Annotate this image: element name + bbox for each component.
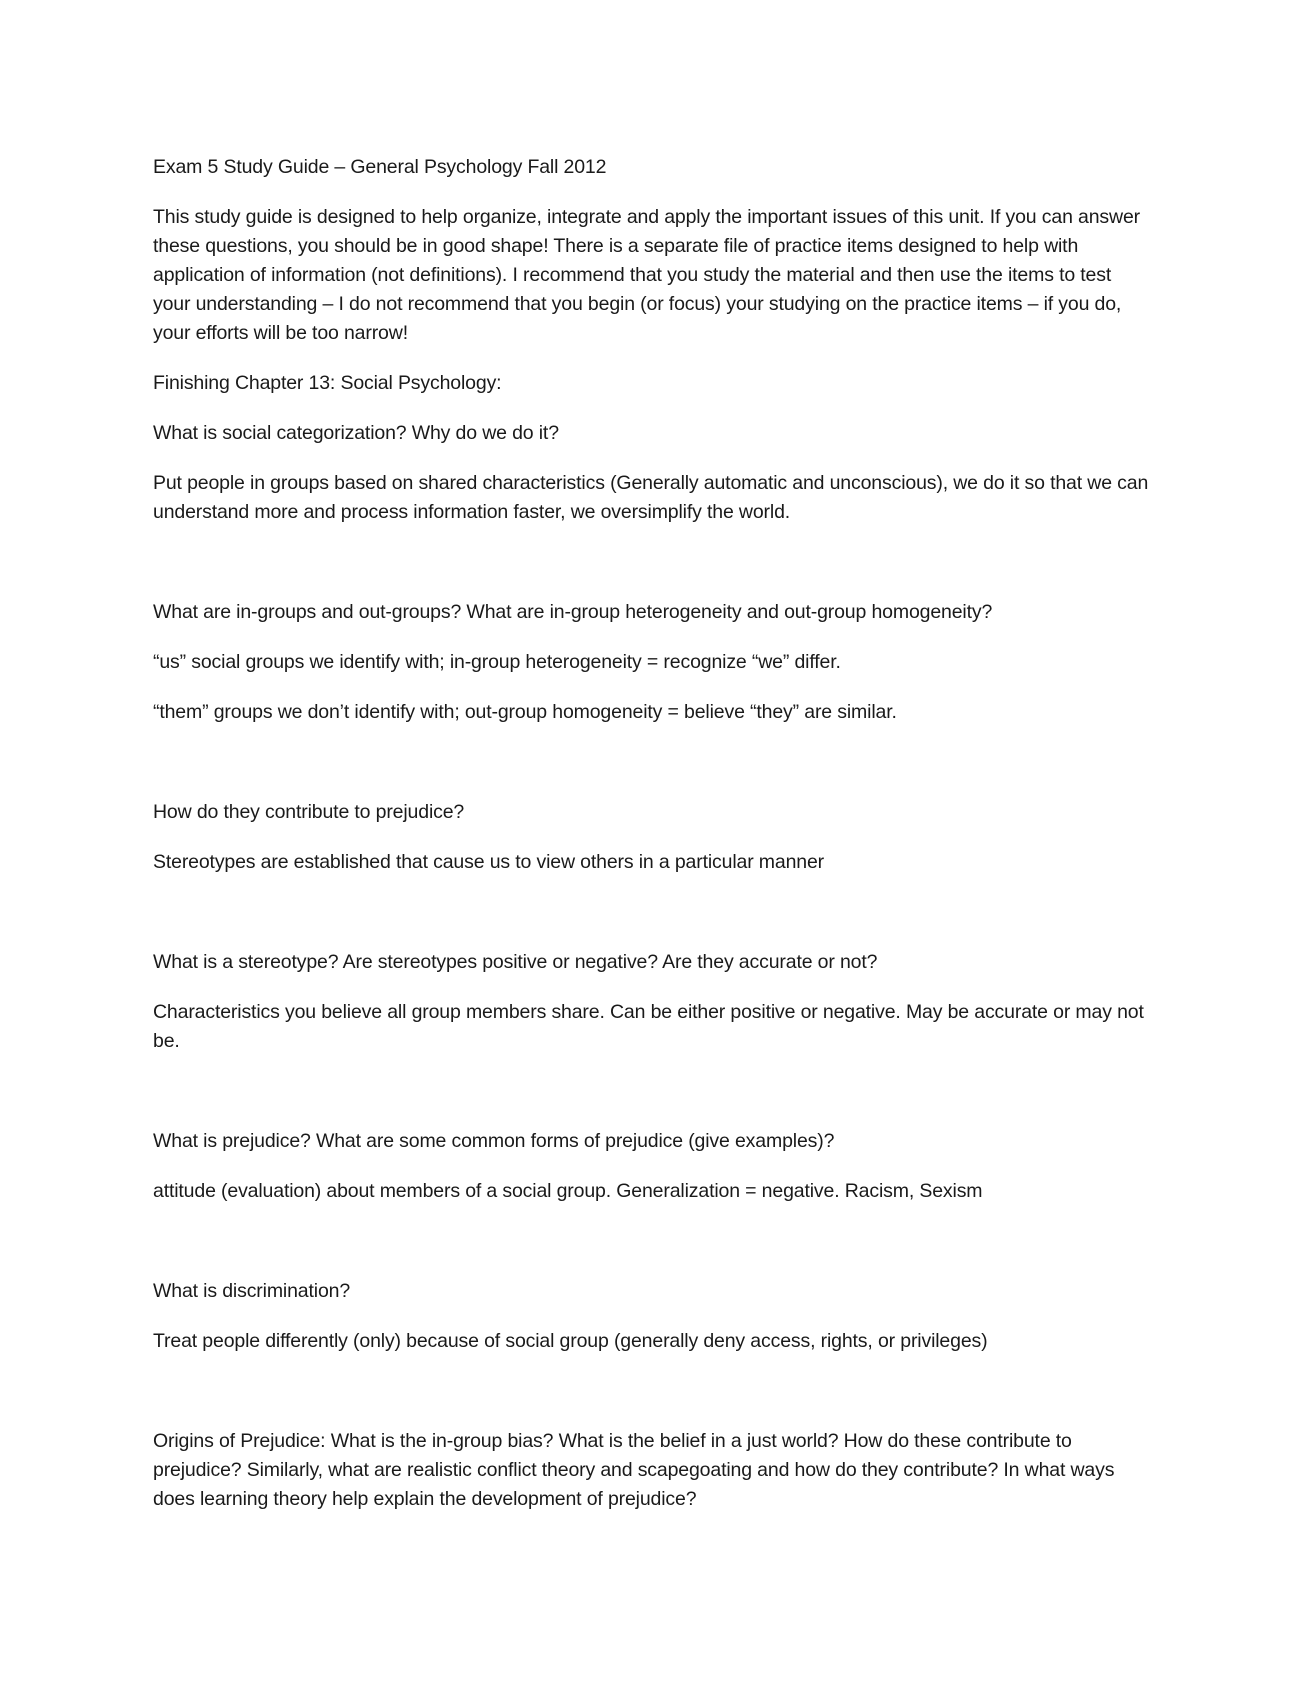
question-contribute-to-prejudice: How do they contribute to prejudice? (153, 801, 465, 823)
question-origins-of-prejudice: Origins of Prejudice: What is the in-group bias? What is the belief in a just world? How do these contribute to prejudice? Similarly, what are realistic conflict theory and scapegoating and how do they contribute? In what ways does learning theory help explain the development of prejudice? (153, 1430, 1115, 1510)
answer-stereotype: Characteristics you believe all group members share. Can be either positive or negative. May be accurate or may not be. (153, 1001, 1144, 1052)
question-in-groups-out-groups: What are in-groups and out-groups? What are in-group heterogeneity and out-group homogeneity? (153, 601, 993, 623)
question-stereotype: What is a stereotype? Are stereotypes positive or negative? Are they accurate or not? (153, 951, 878, 973)
answer-discrimination: Treat people differently (only) because of social group (generally deny access, rights, or privileges) (153, 1330, 988, 1352)
answer-in-groups: “us” social groups we identify with; in-group heterogeneity = recognize “we” differ. (153, 651, 841, 673)
answer-social-categorization: Put people in groups based on shared characteristics (Generally automatic and unconscious), we do it so that we can understand more and process information faster, we oversimplify the world. (153, 472, 1149, 523)
document-body (153, 153, 1153, 1514)
document-title: Exam 5 Study Guide – General Psychology Fall 2012 (153, 156, 607, 178)
answer-out-groups: “them” groups we don’t identify with; out-group homogeneity = believe “they” are similar. (153, 701, 897, 723)
question-social-categorization: What is social categorization? Why do we do it? (153, 422, 559, 444)
question-discrimination: What is discrimination? (153, 1280, 351, 1302)
answer-contribute-to-prejudice: Stereotypes are established that cause us to view others in a particular manner (153, 851, 825, 873)
chapter-heading: Finishing Chapter 13: Social Psychology: (153, 372, 502, 394)
answer-prejudice: attitude (evaluation) about members of a social group. Generalization = negative. Racism, Sexism (153, 1180, 983, 1202)
question-prejudice: What is prejudice? What are some common forms of prejudice (give examples)? (153, 1130, 835, 1152)
intro-paragraph: This study guide is designed to help organize, integrate and apply the important issues of this unit. If you can answer these questions, you should be in good shape! There is a separate file of practice items designed to help with application of information (not definitions). I recommend that you study the material and then use the items to test your understanding – I do not recommend that you begin (or focus) your studying on the practice items – if you do, your efforts will be too narrow! (153, 206, 1140, 344)
